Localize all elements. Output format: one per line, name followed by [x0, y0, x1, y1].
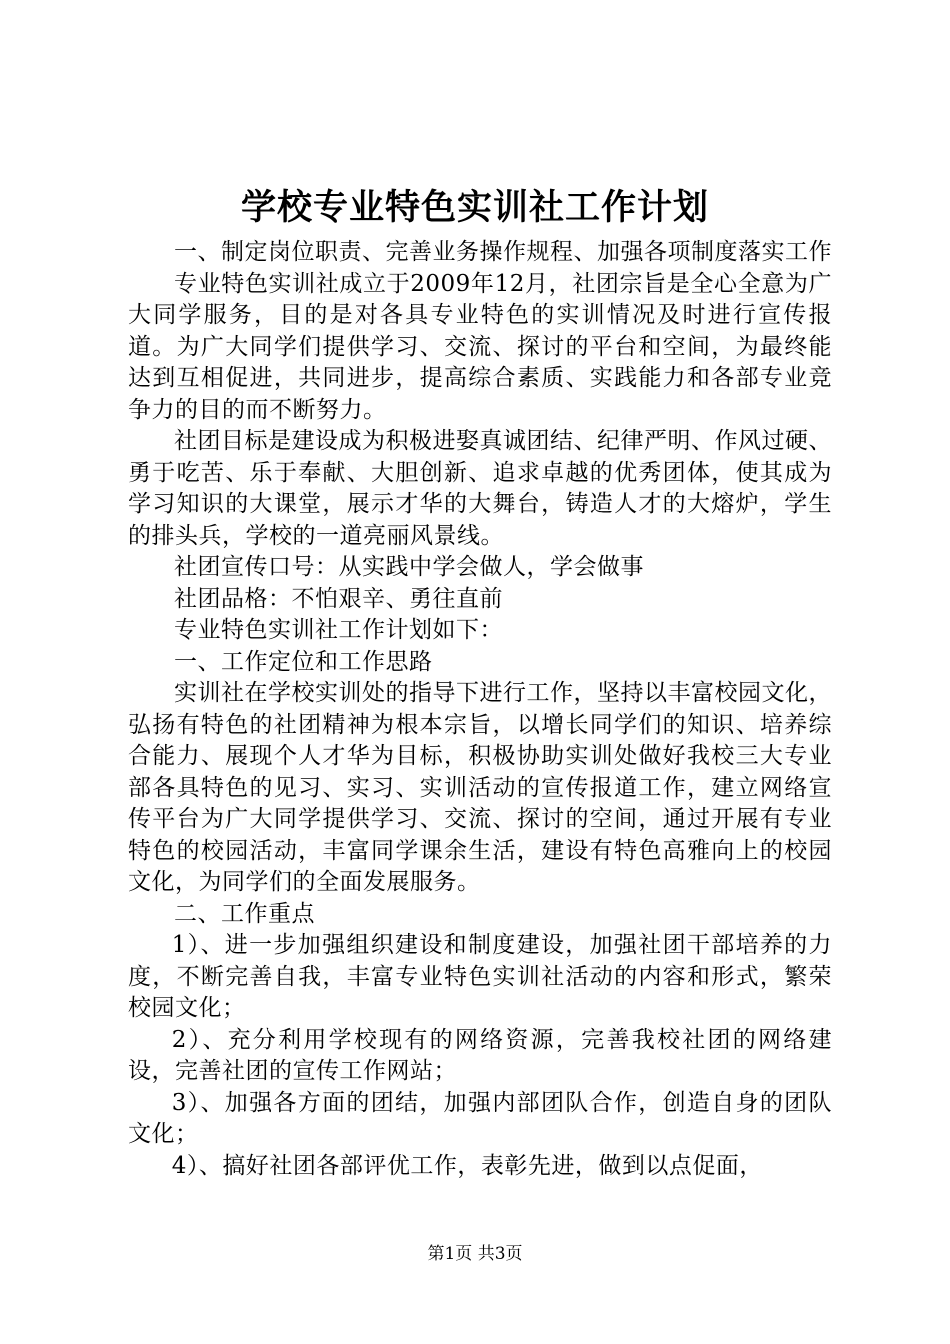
paragraph-character: 社团品格：不怕艰辛、勇往直前: [174, 585, 503, 612]
paragraph-intro: 专业特色实训社成立于2009年12月，社团宗旨是全心全意为广大同学服务，目的是对各具专业特色的实训情况及时进行宣传报道。为广大同学们提供学习、交流、探讨的平台和空间，为最终能达到互相促进，共同进步，提高综合素质、实践能力和各部专业竞争力的目的而不断努力。: [128, 270, 832, 423]
page-number-footer: 第1页 共3页: [427, 1244, 523, 1264]
paragraph-slogan: 社团宣传口号：从实践中学会做人，学会做事: [174, 554, 644, 580]
paragraph-item-2: 2）、充分利用学校现有的网络资源，完善我校社团的网络建设，完善社团的宣传工作网站；: [128, 1026, 832, 1084]
paragraph-item-1: 1）、进一步加强组织建设和制度建设，加强社团干部培养的力度，不断完善自我，丰富专业特色实训社活动的内容和形式，繁荣校园文化；: [128, 932, 832, 1021]
paragraph-plan-intro: 专业特色实训社工作计划如下：: [174, 617, 503, 643]
document-title: 学校专业特色实训社工作计划: [240, 187, 709, 228]
document-body: [128, 237, 832, 1182]
paragraph-goal: 社团目标是建设成为积极进娶真诚团结、纪律严明、作风过硬、勇于吃苦、乐于奉献、大胆创新、追求卓越的优秀团体，使其成为学习知识的大课堂，展示才华的大舞台，铸造人才的大熔炉，学生的排头兵，学校的一道亮丽风景线。: [128, 428, 832, 549]
paragraph-item-4: 4）、搞好社团各部评优工作，表彰先进，做到以点促面，: [171, 1152, 763, 1179]
paragraph-heading-1: 一、制定岗位职责、完善业务操作规程、加强各项制度落实工作: [174, 239, 832, 265]
paragraph-item-3: 3）、加强各方面的团结，加强内部团队合作，创造自身的团队文化；: [128, 1089, 832, 1147]
paragraph-section-2: 二、工作重点: [174, 900, 315, 927]
paragraph-section-1: 一、工作定位和工作思路: [174, 648, 433, 675]
paragraph-positioning: 实训社在学校实训处的指导下进行工作，坚持以丰富校园文化，弘扬有特色的社团精神为根本宗旨，以增长同学们的知识、培养综合能力、展现个人才华为目标，积极协助实训处做好我校三大专业部各具特色的见习、实习、实训活动的宣传报道工作，建立网络宣传平台为广大同学提供学习、交流、探讨的空间，通过开展有专业特色的校园活动，丰富同学课余生活，建设有特色高雅向上的校园文化，为同学们的全面发展服务。: [128, 680, 832, 895]
